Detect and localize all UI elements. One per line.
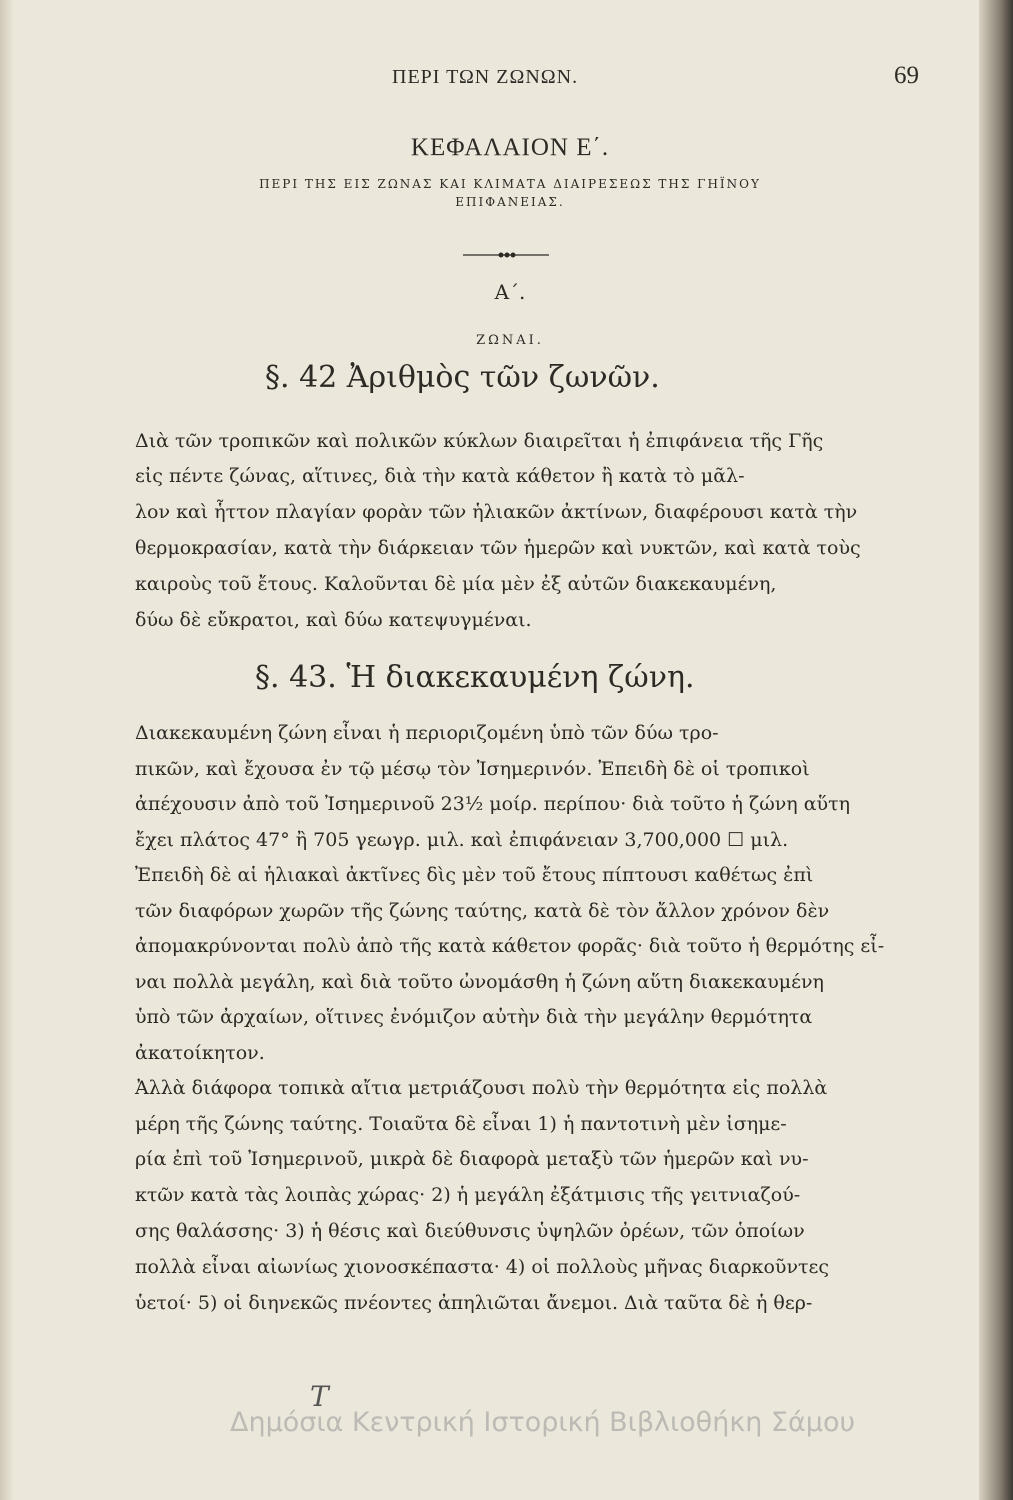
- paragraph-line: Διακεκαυμένη ζώνη εἶναι ἡ περιοριζομένη ὑπὸ τῶν δύω τρο-: [135, 722, 719, 744]
- paragraph-line: ἀπέχουσιν ἀπὸ τοῦ Ἰσημερινοῦ 23½ μοίρ. περίπου· διὰ τοῦτο ἡ ζώνη αὕτη: [135, 793, 850, 815]
- library-watermark: Δημόσια Κεντρική Ιστορική Βιβλιοθήκη Σάμου: [230, 1407, 856, 1438]
- section-heading-43: §. 43. Ἡ διακεκαυμένη ζώνη.: [255, 660, 695, 695]
- running-head: ΠΕΡΙ ΤΩΝ ΖΩΝΩΝ.: [392, 66, 579, 88]
- paragraph-line: κτῶν κατὰ τὰς λοιπὰς χώρας· 2) ἡ μεγάλη ἐξάτμισις τῆς γειτνιαζού-: [135, 1184, 801, 1206]
- paragraph-line: πολλὰ εἶναι αἰωνίως χιονοσκέπαστα· 4) οἱ πολλοὺς μῆνας διαρκοῦντες: [135, 1256, 830, 1278]
- paragraph-line: ναι πολλὰ μεγάλη, καὶ διὰ τοῦτο ὠνομάσθη ἡ ζώνη αὕτη διακεκαυμένη: [135, 971, 824, 993]
- paragraph-line: δύω δὲ εὔκρατοι, καὶ δύω κατεψυγμέναι.: [135, 609, 532, 631]
- part-name: ΖΩΝΑΙ.: [476, 333, 544, 348]
- paragraph-line: ἔχει πλάτος 47° ἢ 705 γεωγρ. μιλ. καὶ ἐπιφάνειαν 3,700,000 ☐ μιλ.: [135, 829, 789, 851]
- paragraph-line: ἀπομακρύνονται πολὺ ἀπὸ τῆς κατὰ κάθετον φορᾶς· διὰ τοῦτο ἡ θερμότης εἶ-: [135, 935, 885, 957]
- paragraph-line: λον καὶ ἧττον πλαγίαν φορὰν τῶν ἡλιακῶν ἀκτίνων, διαφέρουσι κατὰ τὴν: [135, 501, 858, 523]
- paragraph-line: Ἀλλὰ διάφορα τοπικὰ αἴτια μετριάζουσι πολὺ τὴν θερμότητα εἰς πολλὰ: [135, 1077, 828, 1099]
- paragraph-line: εἰς πέντε ζώνας, αἵτινες, διὰ τὴν κατὰ κάθετον ἢ κατὰ τὸ μᾶλ-: [135, 465, 745, 487]
- page-right-edge: [979, 0, 1013, 1500]
- part-letter: Α΄.: [494, 280, 526, 304]
- paragraph-line: καιροὺς τοῦ ἔτους. Καλοῦνται δὲ μία μὲν ἐξ αὐτῶν διακεκαυμένη,: [135, 573, 777, 595]
- paragraph-line: τῶν διαφόρων χωρῶν τῆς ζώνης ταύτης, κατὰ δὲ τὸν ἄλλον χρόνον δὲν: [135, 900, 830, 922]
- paragraph-line: ρία ἐπὶ τοῦ Ἰσημερινοῦ, μικρὰ δὲ διαφορὰ μεταξὺ τῶν ἡμερῶν καὶ νυ-: [135, 1148, 809, 1170]
- paragraph-line: πικῶν, καὶ ἔχουσα ἐν τῷ μέσῳ τὸν Ἰσημερινόν. Ἐπειδὴ δὲ οἱ τροπικοὶ: [135, 758, 810, 780]
- chapter-subtitle-line2: ΕΠΙΦΑΝΕΙΑΣ.: [455, 195, 565, 209]
- page-number: 69: [894, 62, 919, 89]
- section-heading-42: §. 42 Ἀριθμὸς τῶν ζωνῶν.: [265, 360, 660, 395]
- paragraph-line: Ἐπειδὴ δὲ αἱ ἡλιακαὶ ἀκτῖνες δὶς μὲν τοῦ ἔτους πίπτουσι καθέτως ἐπὶ: [135, 864, 814, 886]
- paragraph-line: μέρη τῆς ζώνης ταύτης. Τοιαῦτα δὲ εἶναι 1) ἡ παντοτινὴ μὲν ἰσημε-: [135, 1113, 787, 1135]
- paragraph-line: σης θαλάσσης· 3) ἡ θέσις καὶ διεύθυνσις ὑψηλῶν ὀρέων, τῶν ὁποίων: [135, 1220, 805, 1242]
- paragraph-line: Διὰ τῶν τροπικῶν καὶ πολικῶν κύκλων διαιρεῖται ἡ ἐπιφάνεια τῆς Γῆς: [135, 430, 824, 452]
- paragraph-line: ὑπὸ τῶν ἀρχαίων, οἵτινες ἐνόμιζον αὐτὴν διὰ τὴν μεγάλην θερμότητα: [135, 1006, 813, 1028]
- paragraph-line: ὑετοί· 5) οἱ διηνεκῶς πνέοντες ἀπηλιῶται ἄνεμοι. Διὰ ταῦτα δὲ ἡ θερ-: [135, 1292, 813, 1314]
- paragraph-line: ἀκατοίκητον.: [135, 1042, 265, 1064]
- chapter-subtitle-line1: ΠΕΡΙ ΤΗΣ ΕΙΣ ΖΩΝΑΣ ΚΑΙ ΚΛΙΜΑΤΑ ΔΙΑΙΡΕΣΕΩΣ ΤΗΣ ΓΗΪΝΟΥ: [259, 177, 761, 191]
- chapter-title: ΚΕΦΑΛΑΙΟΝ Ε΄.: [410, 134, 610, 161]
- signature-mark: T: [310, 1380, 329, 1413]
- paragraph-line: θερμοκρασίαν, κατὰ τὴν διάρκειαν τῶν ἡμερῶν καὶ νυκτῶν, καὶ κατὰ τοὺς: [135, 537, 861, 559]
- page-left-edge: [0, 0, 14, 1500]
- ornament-divider: [463, 250, 549, 260]
